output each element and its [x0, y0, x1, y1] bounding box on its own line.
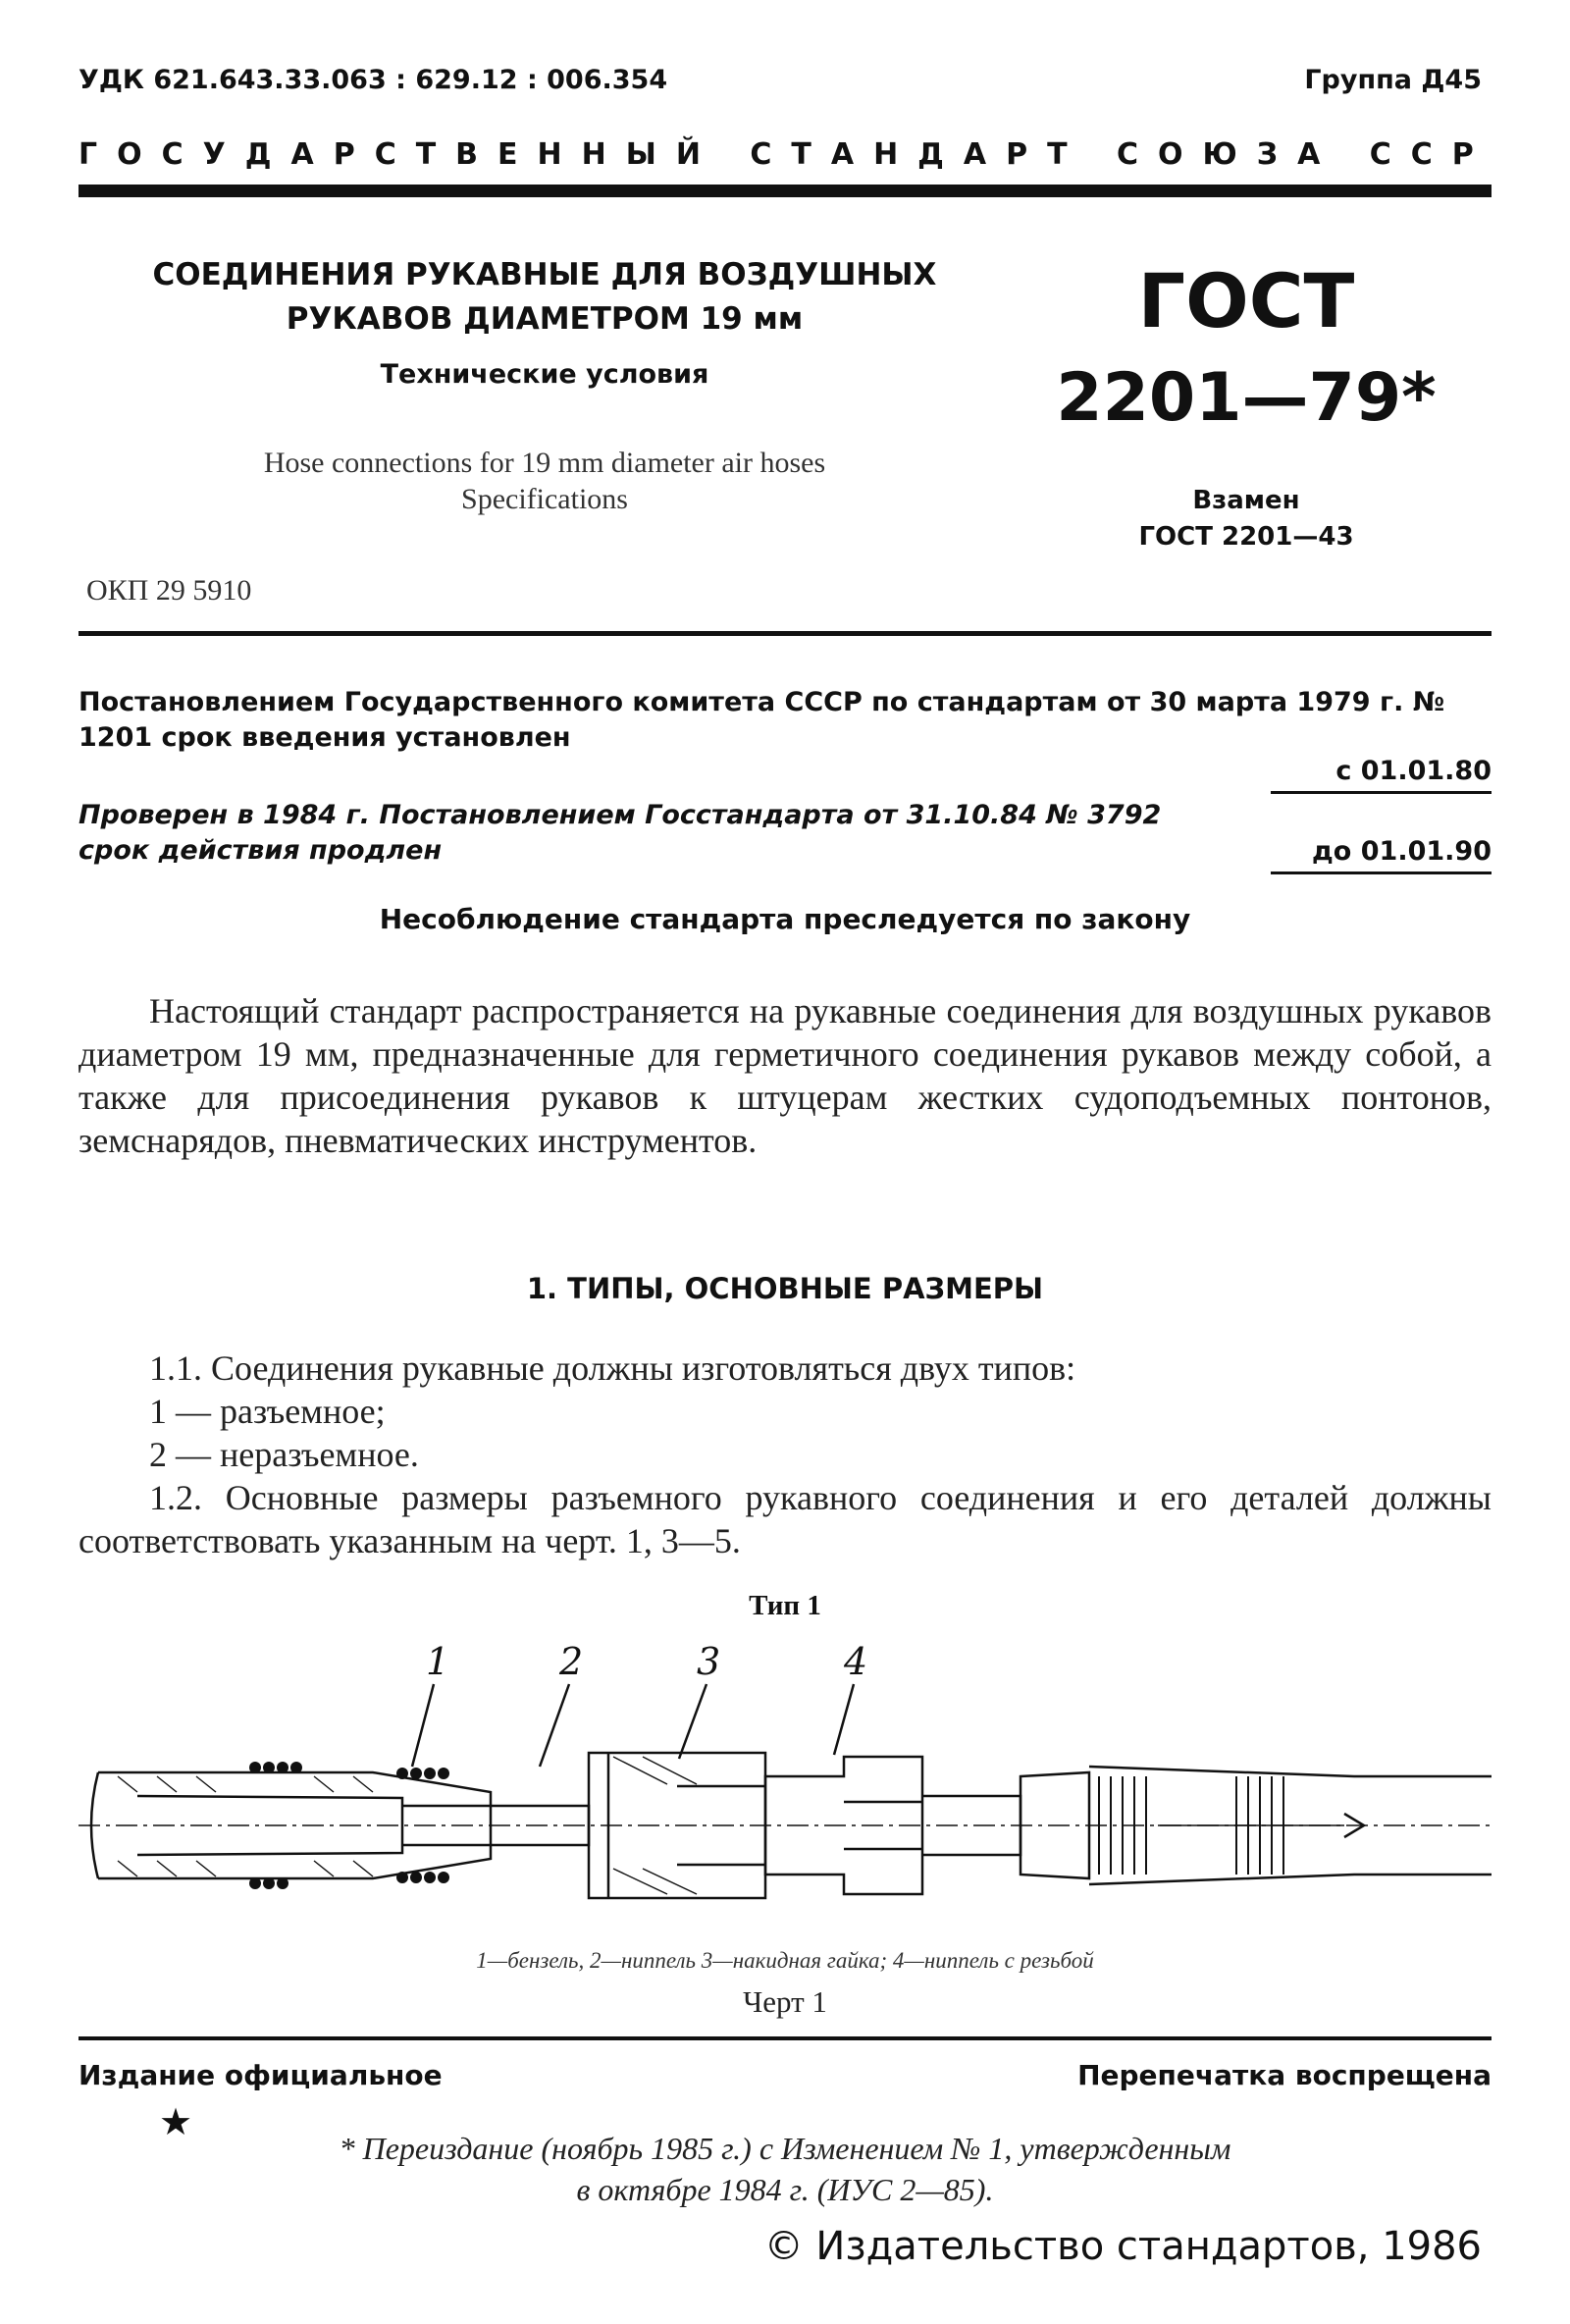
intro-paragraph: Настоящий стандарт распространяется на рукавные соединения для воздушных рукавов диаметром 19 мм, предназначенные для герметичного соединения рукавов между собой, а также для присоединения рукавов к штуцерам жестких судоподъемных понтонов, земснарядов, пневматических инструментов.	[78, 991, 1492, 1160]
okp-code: ОКП 29 5910	[86, 574, 252, 607]
gost-number: 2201—79*	[1056, 359, 1437, 437]
document-title	[78, 253, 1011, 342]
replaces-code: ГОСТ 2201—43	[1138, 522, 1354, 552]
footnote-line-1: * Переиздание (ноябрь 1985 г.) с Изменением № 1, утвержденным	[339, 2131, 1231, 2166]
star-icon: ★	[159, 2100, 193, 2143]
gost-label: ГОСТ	[1137, 257, 1355, 344]
document-subtitle: Технические условия	[380, 359, 709, 390]
decree-text: Постановлением Государственного комитета СССР по стандартам от 30 марта 1979 г. № 1201 срок введения установлен	[78, 687, 1445, 753]
figure-title: Тип 1	[749, 1590, 821, 1621]
date-underline	[1271, 791, 1492, 794]
title-line-1: СОЕДИНЕНИЯ РУКАВНЫЕ ДЛЯ ВОЗДУШНЫХ	[152, 257, 937, 292]
footnote-line-2: в октябре 1984 г. (ИУС 2—85).	[576, 2172, 994, 2207]
list-item: 1 — разъемное;	[149, 1392, 386, 1431]
english-title-line-1: Hose connections for 19 mm diameter air hoses	[263, 447, 826, 479]
paragraph-1-2: 1.2. Основные размеры разъемного рукавного соединения и его деталей должны соответствовать указанным на черт. 1, 3—5.	[78, 1478, 1492, 1560]
reissue-footnote	[0, 2128, 1570, 2210]
group-code: Группа Д45	[1304, 65, 1482, 95]
copyright: © Издательство стандартов, 1986	[763, 2224, 1482, 2269]
section-heading: 1. ТИПЫ, ОСНОВНЫЕ РАЗМЕРЫ	[526, 1272, 1044, 1305]
figure-caption: 1—бензель, 2—ниппель 3—накидная гайка; 4—ниппель с резьбой	[476, 1948, 1094, 1973]
english-title	[78, 445, 1011, 517]
english-title-line-2: Specifications	[461, 483, 628, 515]
expiry-date: до 01.01.90	[1312, 836, 1492, 867]
thick-divider	[78, 185, 1492, 197]
part-labels	[426, 1640, 867, 1683]
figure-number: Черт 1	[743, 1984, 827, 2019]
part-label: 4	[844, 1640, 868, 1683]
leader-line	[834, 1684, 854, 1755]
hose-hatching	[118, 1776, 373, 1876]
list-item: 2 — неразъемное.	[149, 1435, 419, 1474]
divider	[78, 2036, 1492, 2040]
title-line-2: РУКАВОВ ДИАМЕТРОМ 19 мм	[286, 301, 804, 337]
official-edition: Издание официальное	[78, 2059, 443, 2091]
part-label: 3	[697, 1640, 721, 1683]
state-standard-heading: ГОСУДАРСТВЕННЫЙ СТАНДАРТ СОЮЗА ССР	[78, 137, 1493, 172]
penalty-notice: Несоблюдение стандарта преследуется по закону	[379, 903, 1191, 935]
part-label: 1	[426, 1640, 450, 1683]
part-label: 2	[559, 1640, 584, 1683]
replaces-standard	[1040, 483, 1452, 555]
hose-connection-drawing	[78, 1629, 1492, 1943]
revision-text: Проверен в 1984 г. Постановлением Госстандарта от 31.10.84 № 3792 срок действия продлен	[78, 800, 1162, 866]
effective-date: с 01.01.80	[1335, 756, 1492, 786]
date-underline	[1271, 872, 1492, 874]
leader-line	[540, 1684, 569, 1767]
reprint-prohibited: Перепечатка воспрещена	[1077, 2059, 1492, 2091]
leader-line	[412, 1684, 434, 1767]
replaces-label: Взамен	[1192, 486, 1300, 515]
udk-code: УДК 621.643.33.063 : 629.12 : 006.354	[78, 65, 668, 95]
divider	[78, 631, 1492, 636]
paragraph-1-1: 1.1. Соединения рукавные должны изготовляться двух типов:	[149, 1348, 1076, 1388]
leader-line	[679, 1684, 706, 1759]
